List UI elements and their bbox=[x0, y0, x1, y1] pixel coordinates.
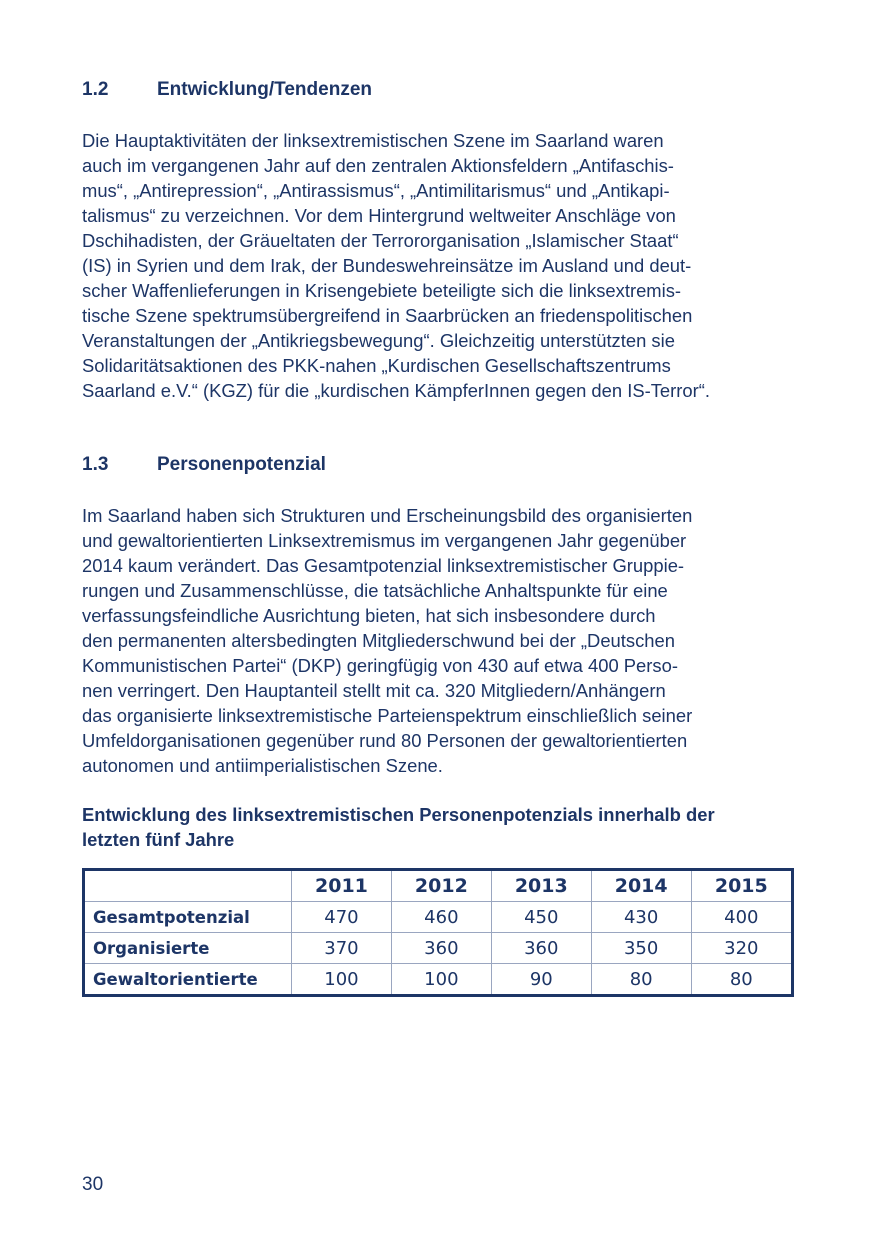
text-line: Im Saarland haben sich Strukturen und Erscheinungsbild des organisierten bbox=[82, 505, 693, 526]
table-cell: 320 bbox=[691, 933, 792, 964]
row-label: Gesamtpotenzial bbox=[84, 902, 292, 933]
text-line: Solidaritätsaktionen des PKK-nahen „Kurdischen Gesellschaftszentrums bbox=[82, 355, 671, 376]
section-number: 1.3 bbox=[82, 454, 109, 475]
table-cell: 470 bbox=[292, 902, 392, 933]
row-label: Organisierte bbox=[84, 933, 292, 964]
table-cell: 90 bbox=[491, 964, 591, 996]
text-line: scher Waffenlieferungen in Krisengebiete beteiligte sich die linksextremis- bbox=[82, 280, 682, 301]
text-line: 2014 kaum verändert. Das Gesamtpotenzial linksextremistischer Gruppie- bbox=[82, 555, 685, 576]
text-line: talismus“ zu verzeichnen. Vor dem Hintergrund weltweiter Anschläge von bbox=[82, 205, 676, 226]
table-cell: 370 bbox=[292, 933, 392, 964]
caption-line: letzten fünf Jahre bbox=[82, 829, 235, 850]
text-line: verfassungsfeindliche Ausrichtung bieten, hat sich insbesondere durch bbox=[82, 605, 656, 626]
section-title: Personenpotenzial bbox=[157, 454, 326, 475]
page-number: 30 bbox=[82, 1174, 104, 1195]
year-header: 2012 bbox=[391, 870, 491, 902]
text-line: auch im vergangenen Jahr auf den zentralen Aktionsfeldern „Antifaschis- bbox=[82, 155, 674, 176]
table-cell: 400 bbox=[691, 902, 792, 933]
section-1-2-heading bbox=[82, 79, 372, 101]
text-line: rungen und Zusammenschlüsse, die tatsächliche Anhaltspunkte für eine bbox=[82, 580, 668, 601]
section-1-2-paragraph bbox=[82, 128, 787, 403]
text-line: Kommunistischen Partei“ (DKP) geringfügig von 430 auf etwa 400 Perso- bbox=[82, 655, 678, 676]
table-cell: 100 bbox=[391, 964, 491, 996]
table-cell: 360 bbox=[491, 933, 591, 964]
table-cell: 80 bbox=[591, 964, 691, 996]
personenpotenzial-table bbox=[82, 868, 794, 997]
text-line: und gewaltorientierten Linksextremismus im vergangenen Jahr gegenüber bbox=[82, 530, 687, 551]
caption-line: Entwicklung des linksextremistischen Personenpotenzials innerhalb der bbox=[82, 804, 715, 825]
year-header: 2013 bbox=[491, 870, 591, 902]
table-cell: 80 bbox=[691, 964, 792, 996]
year-header: 2015 bbox=[691, 870, 792, 902]
section-title: Entwicklung/Tendenzen bbox=[157, 79, 372, 100]
text-line: nen verringert. Den Hauptanteil stellt mit ca. 320 Mitgliedern/Anhängern bbox=[82, 680, 666, 701]
year-header: 2011 bbox=[292, 870, 392, 902]
table-cell: 430 bbox=[591, 902, 691, 933]
row-label: Gewaltorientierte bbox=[84, 964, 292, 996]
section-1-3-paragraph bbox=[82, 503, 787, 778]
text-line: tische Szene spektrumsübergreifend in Saarbrücken an friedenspolitischen bbox=[82, 305, 693, 326]
table-header-row bbox=[84, 870, 793, 902]
table-row bbox=[84, 933, 793, 964]
table-row bbox=[84, 902, 793, 933]
text-line: den permanenten altersbedingten Mitgliederschwund bei der „Deutschen bbox=[82, 630, 675, 651]
text-line: autonomen und antiimperialistischen Szene. bbox=[82, 755, 443, 776]
section-1-3-heading bbox=[82, 454, 326, 476]
text-line: Umfeldorganisationen gegenüber rund 80 Personen der gewaltorientierten bbox=[82, 730, 688, 751]
text-line: Die Hauptaktivitäten der linksextremistischen Szene im Saarland waren bbox=[82, 130, 664, 151]
table-cell: 450 bbox=[491, 902, 591, 933]
text-line: Saarland e.V.“ (KGZ) für die „kurdischen KämpferInnen gegen den IS-Terror“. bbox=[82, 380, 710, 401]
text-line: (IS) in Syrien und dem Irak, der Bundeswehreinsätze im Ausland und deut- bbox=[82, 255, 692, 276]
table-cell: 350 bbox=[591, 933, 691, 964]
text-line: Veranstaltungen der „Antikriegsbewegung“. Gleichzeitig unterstützten sie bbox=[82, 330, 675, 351]
table-row bbox=[84, 964, 793, 996]
table-cell: 460 bbox=[391, 902, 491, 933]
table-corner-cell bbox=[84, 870, 292, 902]
table-cell: 360 bbox=[391, 933, 491, 964]
section-number: 1.2 bbox=[82, 79, 109, 100]
year-header: 2014 bbox=[591, 870, 691, 902]
table-caption bbox=[82, 802, 802, 852]
table-cell: 100 bbox=[292, 964, 392, 996]
text-line: das organisierte linksextremistische Parteienspektrum einschließlich seiner bbox=[82, 705, 693, 726]
text-line: mus“, „Antirepression“, „Antirassismus“, „Antimilitarismus“ und „Antikapi- bbox=[82, 180, 670, 201]
text-line: Dschihadisten, der Gräueltaten der Terrororganisation „Islamischer Staat“ bbox=[82, 230, 679, 251]
